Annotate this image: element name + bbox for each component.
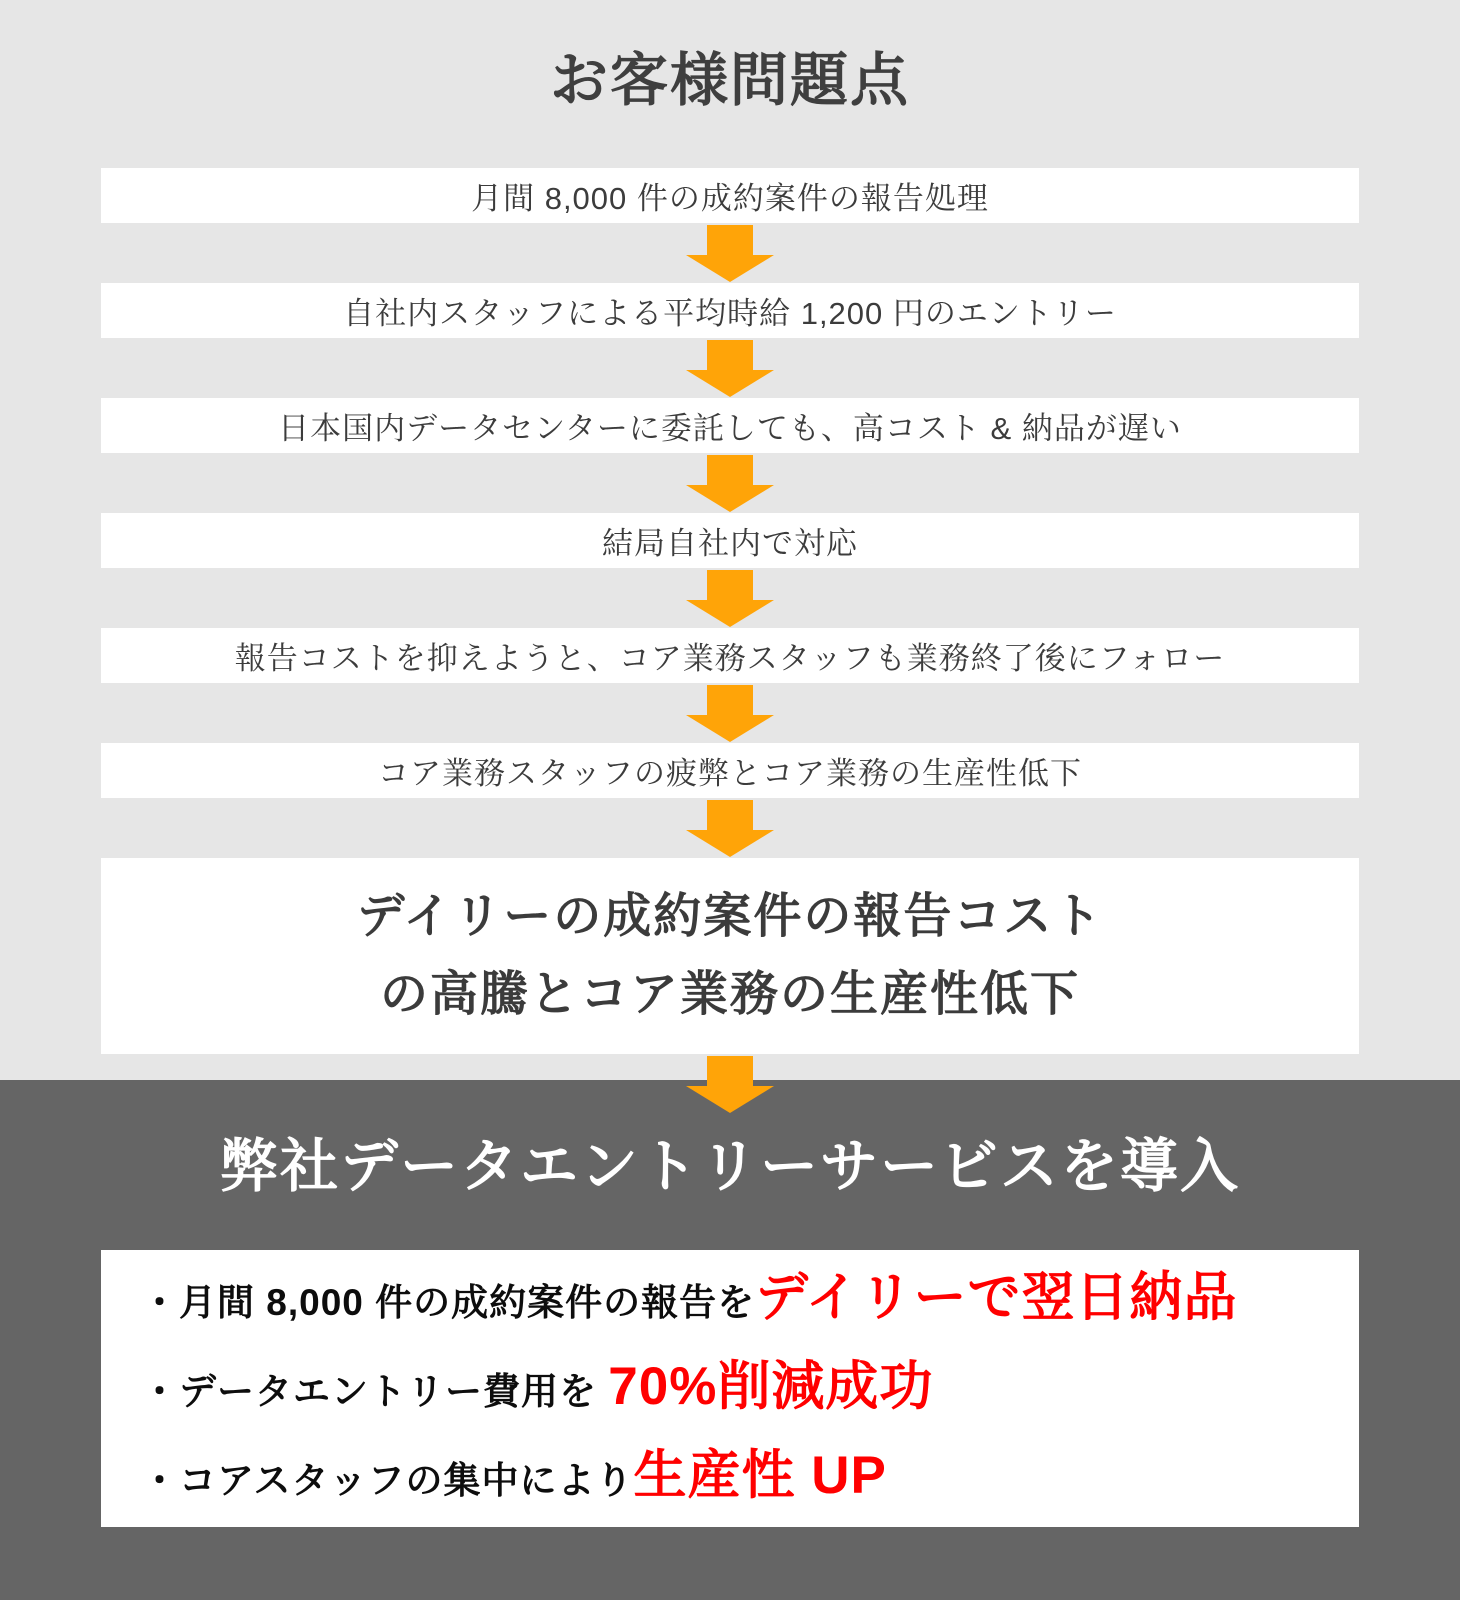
benefit-item-3 — [141, 1438, 1339, 1527]
down-arrow-icon — [0, 798, 1460, 858]
down-arrow-icon — [0, 223, 1460, 283]
benefit-highlight: 70%削減成功 — [608, 1357, 934, 1416]
down-arrow-icon — [0, 453, 1460, 513]
conclusion-line-1: デイリーの成約案件の報告コスト — [356, 890, 1104, 943]
benefit-highlight: デイリーで翌日納品 — [755, 1268, 1238, 1327]
benefit-highlight: 生産性 UP — [633, 1446, 887, 1505]
flow-step-5: 報告コストを抑えようと、コア業務スタッフも業務終了後にフォロー — [101, 628, 1359, 683]
flow-step-6: コア業務スタッフの疲弊とコア業務の生産性低下 — [101, 743, 1359, 798]
flow-step-3: 日本国内データセンターに委託しても、高コスト & 納品が遅い — [101, 398, 1359, 453]
benefit-text: ・コアスタッフの集中により — [141, 1460, 634, 1501]
benefit-box — [101, 1250, 1359, 1527]
flow-step-2: 自社内スタッフによる平均時給 1,200 円のエントリー — [101, 283, 1359, 338]
down-arrow-icon — [0, 568, 1460, 628]
down-arrow-icon — [0, 338, 1460, 398]
conclusion-line-2: の高騰とコア業務の生産性低下 — [379, 968, 1080, 1021]
page-title: お客様問題点 — [549, 48, 910, 113]
down-arrow-icon — [0, 1054, 1460, 1114]
solution-title: 弊社データエントリーサービスを導入 — [219, 1134, 1240, 1199]
benefit-text: ・月間 8,000 件の成約案件の報告を — [141, 1282, 756, 1323]
benefit-item-2 — [141, 1349, 1339, 1438]
flow-step-1: 月間 8,000 件の成約案件の報告処理 — [101, 168, 1359, 223]
benefit-item-1 — [141, 1260, 1339, 1349]
benefit-text: ・データエントリー費用を — [141, 1371, 609, 1412]
flow-step-4: 結局自社内で対応 — [101, 513, 1359, 568]
down-arrow-icon — [0, 683, 1460, 743]
solution-section — [0, 1080, 1460, 1600]
conclusion-box — [101, 858, 1359, 1054]
